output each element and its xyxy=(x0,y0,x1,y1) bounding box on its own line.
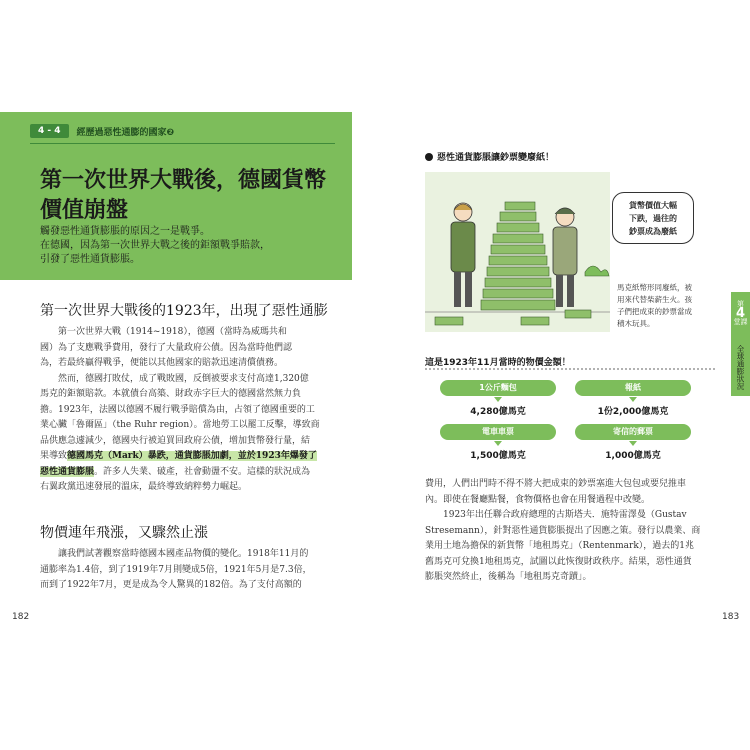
bullet-icon xyxy=(425,153,433,161)
price-item-label: 電車車票 xyxy=(440,424,556,440)
body-line: 舊馬克可兌換1地租馬克，試圖以此恢復財政秩序。結果，惡性通貨 xyxy=(425,556,692,567)
side-tab-title: 全球通膨狀況 xyxy=(736,345,745,390)
body-line: 國）為了支應戰爭費用，發行了大量政府公債。因為當時他們認 xyxy=(40,342,293,353)
body-line: 讓我們試著觀察當時德國本國產品物價的變化。1918年11月的 xyxy=(58,549,309,559)
price-item-value: 4,280億馬克 xyxy=(470,407,526,417)
right-page-body xyxy=(425,477,720,586)
side-tab-number: 4 xyxy=(735,306,746,321)
highlight-text: 德國馬克（Mark）暴跌，通貨膨脹加劇，並於1923年爆發了 xyxy=(67,451,317,461)
body-line: 膨脹突然終止，後稱為「地租馬克奇蹟」。 xyxy=(425,572,592,582)
side-tab-top: 第 xyxy=(737,300,744,308)
body-line: 第一次世界大戰（1914~1918），德國（當時為威瑪共和 xyxy=(58,327,287,337)
arrow-down-icon xyxy=(629,397,637,402)
side-tab-bottom: 堂課 xyxy=(733,318,748,326)
section-2-body xyxy=(40,547,340,594)
section-heading-2: 物價連年飛漲，又驟然止漲 xyxy=(40,525,208,541)
highlight-text: 惡性通貨膨脹 xyxy=(40,466,95,477)
illustration-caption xyxy=(425,150,554,163)
intro-line: 在德國，因為第一次世界大戰之後的鉅額戰爭賠款， xyxy=(40,240,270,251)
bubble-line: 鈔票成為廢紙 xyxy=(629,227,677,236)
intro-line: 引發了惡性通貨膨脹。 xyxy=(40,254,140,265)
body-line: 業用土地為擔保的新貨幣「地租馬克」（Rentenmark），過去的1兆 xyxy=(425,541,695,551)
note-line: 用來代替柴薪生火。孩 xyxy=(617,295,692,304)
price-item-label: 報紙 xyxy=(575,380,691,396)
intro-line: 觸發惡性通貨膨脹的原因之一是戰爭。 xyxy=(40,226,210,237)
body-text: 。許多人失業、破產，社會動盪不安。這樣的狀況成為 xyxy=(94,466,311,477)
body-line: Stresemann），針對惡性通貨膨脹提出了因應之策。發行以農業、商 xyxy=(425,525,701,536)
chapter-divider xyxy=(30,143,335,144)
body-line: 1923年出任聯合政府總理的古斯塔夫．施特雷澤曼（Gustav xyxy=(443,510,687,520)
note-line: 積木玩具。 xyxy=(617,319,655,328)
inflation-illustration xyxy=(425,172,610,332)
price-item-value: 1,500億馬克 xyxy=(470,451,526,461)
price-heading: 這是1923年11月當時的物價金額！ xyxy=(425,358,571,368)
price-divider xyxy=(425,368,715,370)
chapter-number: 4 - 4 xyxy=(30,124,69,138)
bubble-line: 下跌，過往的 xyxy=(629,214,677,223)
body-line xyxy=(40,449,340,465)
speech-bubble xyxy=(612,192,694,244)
chapter-subtitle: 經歷過惡性通膨的國家❷ xyxy=(76,127,175,138)
price-item-label: 寄信的郵票 xyxy=(575,424,691,440)
title-line-1: 第一次世界大戰後，德國貨幣 xyxy=(40,168,327,193)
caption-text: 惡性通貨膨脹讓鈔票變廢紙！ xyxy=(437,153,555,163)
body-line: 然而，德國打敗仗，成了戰敗國，反倒被要求支付高達1,320億 xyxy=(58,373,309,384)
intro-text xyxy=(40,225,340,267)
title-line-2: 價值崩盤 xyxy=(40,198,129,223)
note-line: 子們把成束的鈔票當成 xyxy=(617,307,692,316)
price-item-value: 1,000億馬克 xyxy=(605,451,661,461)
section-heading-1: 第一次世界大戰後的1923年，出現了惡性通膨 xyxy=(40,303,328,319)
page-number-left: 182 xyxy=(12,612,30,622)
body-line: 馬克的鉅額賠款。本就債台高築、財政赤字巨大的德國當然無力負 xyxy=(40,389,302,399)
body-line: 擔。1923年，法國以德國不履行戰爭賠償為由，占領了德國重要的工 xyxy=(40,404,315,415)
page-title xyxy=(40,166,340,226)
page-number-right: 183 xyxy=(722,612,740,622)
chapter-tag xyxy=(30,122,174,140)
body-line: 為，若最終贏得戰爭，便能以其他國家的賠款迅速清償債務。 xyxy=(40,358,284,368)
arrow-down-icon xyxy=(494,441,502,446)
body-line: 業心臟「魯爾區」（the Ruhr region）。當地勞工以罷工反擊，導致商 xyxy=(40,420,320,430)
body-text: 果導致 xyxy=(40,451,68,461)
price-item-label: 1公斤麵包 xyxy=(440,380,556,396)
illustration-note xyxy=(617,282,709,330)
body-line: 而到了1922年7月，更是成為令人驚異的182倍。為了支付高額的 xyxy=(40,580,302,590)
arrow-down-icon xyxy=(494,397,502,402)
side-tab-content xyxy=(731,292,750,327)
price-item-value: 1份2,000億馬克 xyxy=(597,407,669,417)
arrow-down-icon xyxy=(629,441,637,446)
note-line: 馬克紙幣形同廢紙，被 xyxy=(617,283,692,292)
section-1-body xyxy=(40,325,340,496)
body-line xyxy=(40,465,340,481)
bubble-line: 貨幣價值大幅 xyxy=(629,201,677,210)
body-line: 費用，人們出門時不得不將大把成束的鈔票塞進大包包或要兒推車 xyxy=(425,479,687,489)
body-line: 品供應急遽減少，德國央行被迫買回政府公債，增加貨幣發行量，結 xyxy=(40,435,311,446)
body-line: 內。即使在餐廳點餐，食物價格也會在用餐過程中改變。 xyxy=(425,494,651,505)
body-line: 右翼政黨迅速發展的溫床，最終導致納粹勢力崛起。 xyxy=(40,482,248,492)
body-line: 通膨率為1.4倍，到了1919年7月則變成5倍，1921年5月是7.3倍， xyxy=(40,564,312,575)
